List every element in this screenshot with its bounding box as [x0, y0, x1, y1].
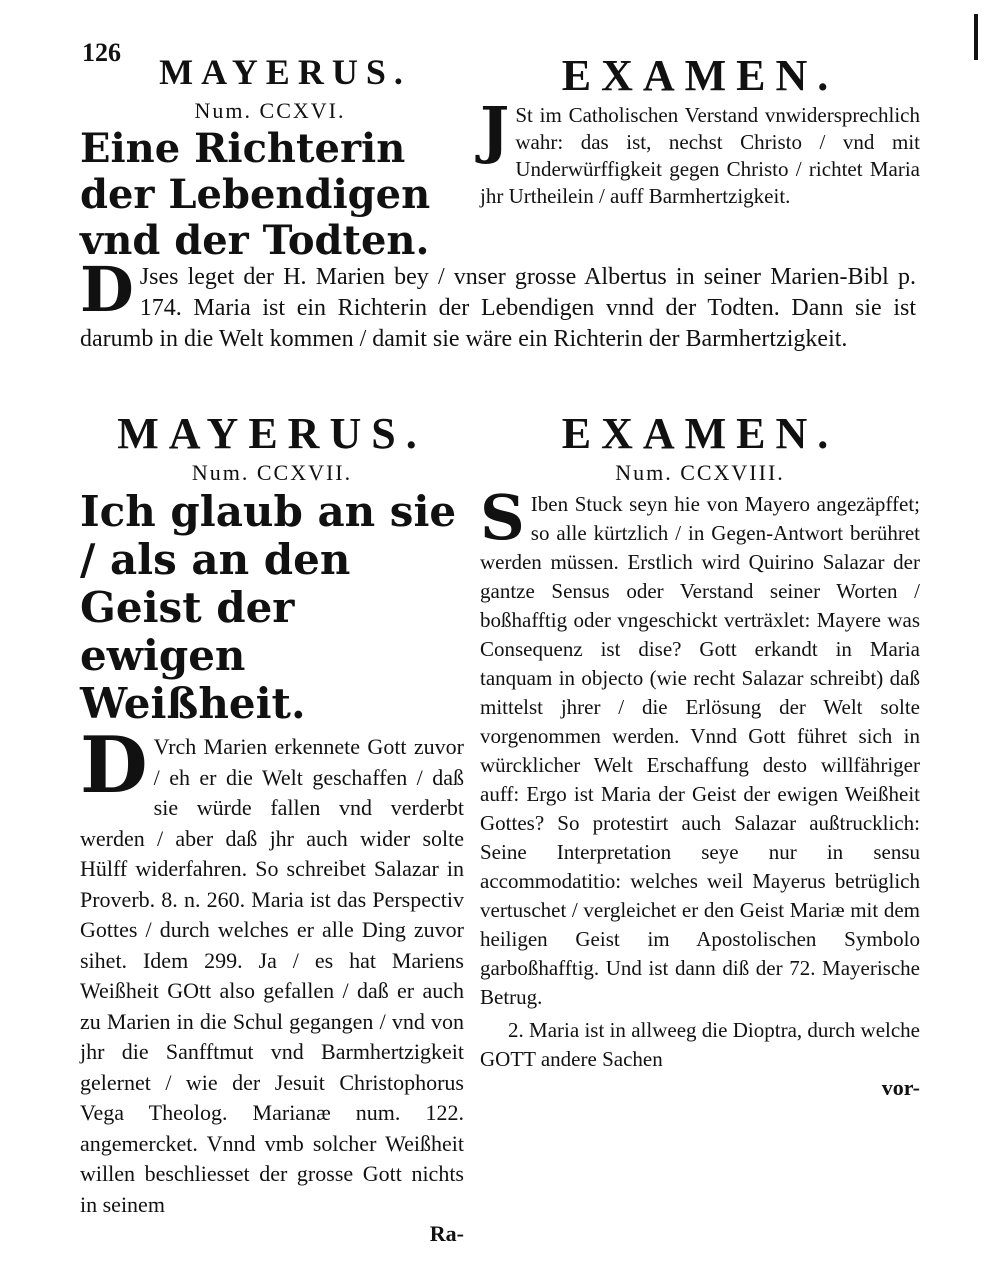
- title-glaub: Ich glaub an sie / als an den Geist der ewigen Weißheit.: [80, 487, 457, 728]
- dropcap-j: J: [480, 93, 510, 166]
- dropcap-d-1: D: [80, 253, 134, 326]
- title-richterin: Eine Richterin der Lebendigen vnd der Todten.: [80, 125, 431, 264]
- heading-mayerus-1: MAYERUS.: [159, 52, 411, 92]
- edge-mark: [974, 14, 978, 60]
- catchword-right: vor-: [881, 1075, 920, 1100]
- heading-examen-2: EXAMEN.: [561, 409, 839, 458]
- mayerus-2-paragraph: [80, 720, 464, 1220]
- full-width-section: [80, 253, 916, 355]
- dropcap-s: S: [480, 481, 525, 554]
- page-number: 126: [82, 38, 121, 67]
- examen-2-point-2: 2. Maria ist in allweeg die Dioptra, durch welche GOTT andere Sachen: [480, 1018, 920, 1071]
- heading-mayerus-2: MAYERUS.: [117, 409, 427, 458]
- top-right-column: [480, 52, 920, 210]
- number-ccxviii: Num. CCXVIII.: [615, 460, 785, 485]
- dropcap-d-2: D: [80, 720, 148, 811]
- bottom-left-column: [80, 410, 464, 1248]
- catchword-left: Ra-: [429, 1221, 464, 1246]
- number-ccxvi: Num. CCXVI.: [194, 98, 346, 123]
- albertus-paragraph: [80, 253, 916, 355]
- examen-2-paragraph: [480, 481, 920, 1012]
- heading-examen-1: EXAMEN.: [561, 51, 839, 100]
- albertus-text: Jses leget der H. Marien bey / vnser grosse Albertus in seiner Marien-Bibl p. 174. Maria ist ein Richterin der Lebendigen vnnd der Todten. Dann sie ist darumb in die Welt kommen / damit sie wäre ein Richterin der Barmhertzigkeit.: [80, 264, 916, 352]
- top-left-column: [80, 52, 460, 264]
- mayerus-2-text: Vrch Marien erkennete Gott zuvor / eh er die Welt geschaffen / daß sie würde fallen vnd verderbt werden / aber daß jhr auch wider solte Hülff widerfahren. So schreibet Salazar in Proverb. 8. n. 260. Maria ist das Perspectiv Gottes / durch welches er alle Ding zuvor sihet. Idem 299. Ja / es hat Mariens Weißheit GOtt also gefallen / daß er auch zu Marien in die Schul gegangen / vnd von jhr die Sanfftmut vnd Barmhertzigkeit gelernet / wie der Jesuit Christophorus Vega Theolog. Marianæ num. 122. angemercket. Vnnd vmb solcher Weißheit willen beschliesset der grosse Gott nichts in seinem: [80, 734, 464, 1217]
- number-ccxvii: Num. CCXVII.: [191, 460, 353, 485]
- bottom-right-column: [480, 410, 920, 1102]
- examen-2-text: Iben Stuck seyn hie von Mayero angezäpffet; so alle kürtzlich / in Gegen-Antwort berühret werden müssen. Erstlich wird Quirino Salazar der gantze Sensus oder Verstand seiner Worten / boßhafftig oder vngeschickt verträxlet: Mayere was Consequenz ist dise? Gott erkandt in Maria tanquam in objecto (wie recht Salazar schreibt) daß mittelst jhrer / die Erlösung der Welt solte vorgenommen werden. Vnnd Gott führet sich in würcklicher Welt Erschaffung desto willfähriger auff: Ergo ist Maria der Geist der ewigen Weißheit Gottes? So protestirt auch Salazar außtrucklich: Seine Interpretation seye nur in sensu accommodatitio: welches weil Mayerus betrüglich vertuschet / vergleichet er den Geist Mariæ mit dem heiligen Geist im Apostolischen Symbolo garboßhafftig. Und ist dann diß der 72. Mayerische Betrug.: [480, 492, 920, 1009]
- examen-1-text: St im Catholischen Verstand vnwidersprechlich wahr: das ist, nechst Christo / vnd mit Underwürffigkeit gegen Christo / richtet Maria jhr Urtheilein / auff Barmhertzigkeit.: [480, 103, 920, 208]
- examen-1-paragraph: [480, 93, 920, 210]
